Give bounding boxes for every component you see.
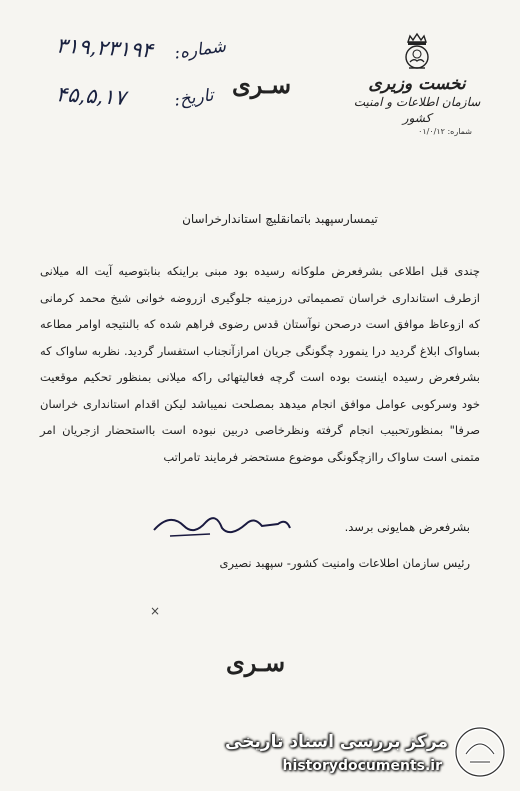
- document-date-label: تاریخ:: [172, 85, 215, 111]
- document-number-label: شماره:: [172, 36, 228, 64]
- letterhead-reference: شماره: ۰۱/۰/۱۲: [418, 127, 472, 136]
- handwritten-signature-icon: [150, 508, 300, 542]
- archive-logo-icon: [452, 724, 508, 780]
- body-paragraph: چندی قبل اطلاعی بشرفعرض ملوکانه رسیده بود مبنی براینکه بنابتوصیه آیت اله میلانی ازطرف استانداری خراسان تصمیماتی درزمینه جلوگیری ازروضه خوانی شیخ محمد کرمانی که ازوعاظ موافق است درصحن نوآستان قدس رضوی فراهم شده که بالنتیجه اوامر مطاعه بساواک ابلاغ گردید درا ینمورد چگونگی جریان امرازآنجناب استفسار گردید. نظربه ساواک که بشرفعرض رسیده اینست بوده است گرچه فعالیتهائی راکه میلانی بمنظور تحکیم موقعیت خود وسرکوبی عوامل موافق انجام میدهد بمصلحت نمیباشد لیکن اقدام استانداری خراسان صرفا" بمنظورتحبیب انجام گرفته ونظرخاصی دربین نبوده است بااستحضار ازجریان امر متمنی است ساواک راازچگونگی موضوع مستحضر فرمایند تامراتب: [40, 264, 480, 464]
- crown-lion-emblem-icon: [400, 32, 434, 72]
- document-date-value: ۴۵,۵,۱۷: [55, 82, 127, 110]
- letterhead-subtitle: سازمان اطلاعات و امنیت کشور: [353, 95, 481, 125]
- letterhead-title: نخست وزیری: [368, 74, 466, 94]
- watermark: [214, 716, 514, 786]
- letter-body: [40, 258, 480, 470]
- margin-mark: ×: [150, 604, 161, 618]
- signatory: رئیس سازمان اطلاعات وامنیت کشور- سپهبد نصیری: [219, 556, 470, 570]
- addressee: تیمسارسپهبد باتمانقلیچ استاندارخراسان: [182, 212, 378, 226]
- watermark-name: مرکز بررسی اسناد تاریخی: [225, 732, 448, 752]
- document-number-value: ۳۱۹,۲۳۱۹۴: [55, 33, 154, 63]
- classification-bottom: سـری: [226, 648, 286, 677]
- closing-text: بشرفعرض همایونی برسد.: [344, 520, 470, 534]
- document-meta: [55, 33, 246, 132]
- watermark-url: historydocuments.ir: [282, 758, 442, 774]
- letterhead: [342, 32, 492, 138]
- classification-top: سـری: [232, 70, 292, 99]
